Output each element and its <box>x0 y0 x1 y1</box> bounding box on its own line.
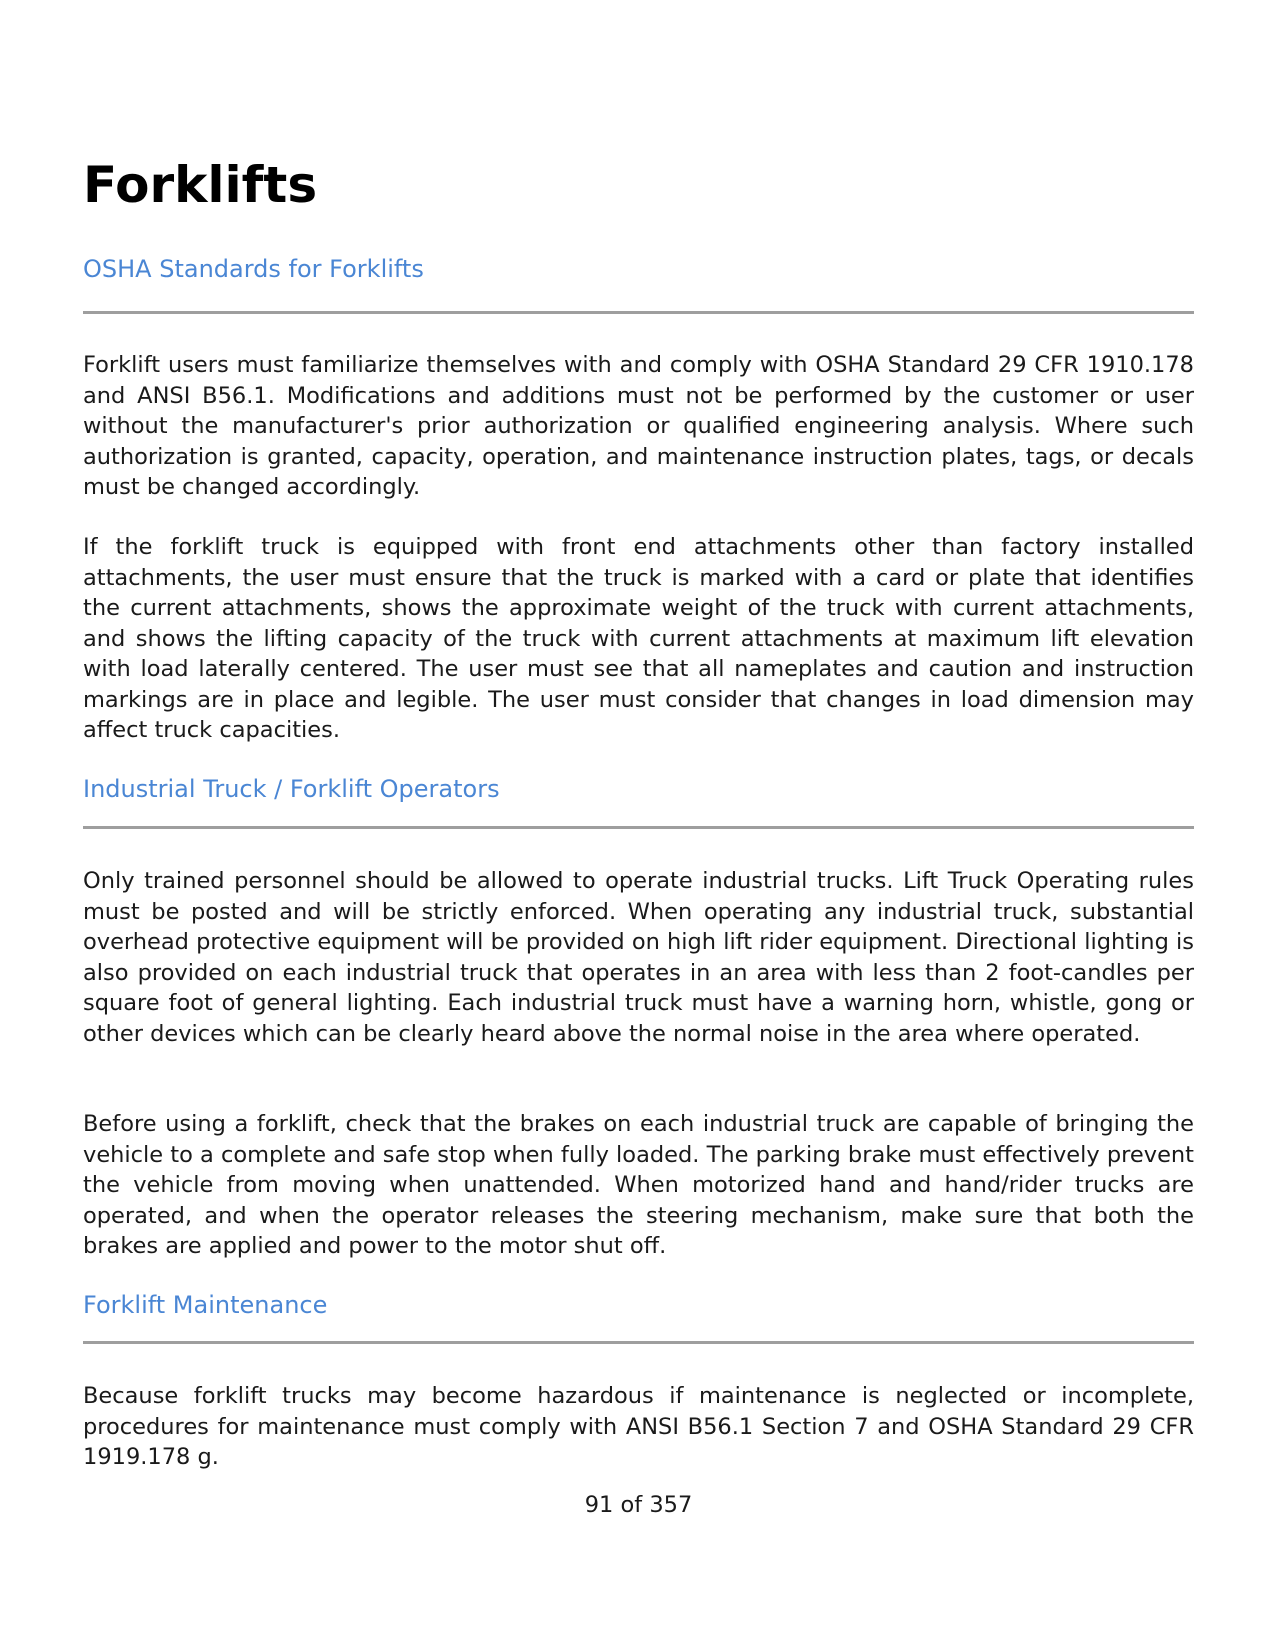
section-divider <box>83 1341 1194 1344</box>
paragraph: Before using a forklift, check that the brakes on each industrial truck are capable of bringing the vehicle to a complete and safe stop when fully loaded. The parking brake must effectively prevent the vehicle from moving when unattended. When motorized hand and hand/rider trucks are operated, and when the operator releases the steering mechanism, make sure that both the brakes are applied and power to the motor shut off. <box>83 1111 1194 1259</box>
section-heading-operators: Industrial Truck / Forklift Operators <box>83 775 500 803</box>
page-number: 91 of 357 <box>584 1492 693 1518</box>
paragraph: Forklift users must familiarize themselves with and comply with OSHA Standard 29 CFR 1910.178 and ANSI B56.1. Modifications and additions must not be performed by the customer or user without the manufacturer's prior authorization or qualified engineering analysis. Where such authorization is granted, capacity, operation, and maintenance instruction plates, tags, or decals must be changed accordingly. <box>83 352 1194 500</box>
section-divider <box>83 311 1194 314</box>
document-page <box>83 0 1194 1650</box>
section-divider <box>83 826 1194 829</box>
page-title: Forklifts <box>83 156 318 214</box>
section-heading-osha-standards: OSHA Standards for Forklifts <box>83 255 424 283</box>
paragraph: Only trained personnel should be allowed to operate industrial trucks. Lift Truck Operating rules must be posted and will be strictly enforced. When operating any industrial truck, substantial overhead protective equipment will be provided on high lift rider equipment. Directional lighting is also provided on each industrial truck that operates in an area with less than 2 foot-candles per square foot of general lighting. Each industrial truck must have a warning horn, whistle, gong or other devices which can be clearly heard above the normal noise in the area where operated. <box>83 868 1194 1047</box>
paragraph: If the forklift truck is equipped with front end attachments other than factory installed attachments, the user must ensure that the truck is marked with a card or plate that identifies the current attachments, shows the approximate weight of the truck with current attachments, and shows the lifting capacity of the truck with current attachments at maximum lift elevation with load laterally centered. The user must see that all nameplates and caution and instruction markings are in place and legible. The user must consider that changes in load dimension may affect truck capacities. <box>83 534 1194 743</box>
paragraph: Because forklift trucks may become hazardous if maintenance is neglected or incomplete, procedures for maintenance must comply with ANSI B56.1 Section 7 and OSHA Standard 29 CFR 1919.178 g. <box>83 1383 1194 1470</box>
section-heading-maintenance: Forklift Maintenance <box>83 1291 328 1319</box>
